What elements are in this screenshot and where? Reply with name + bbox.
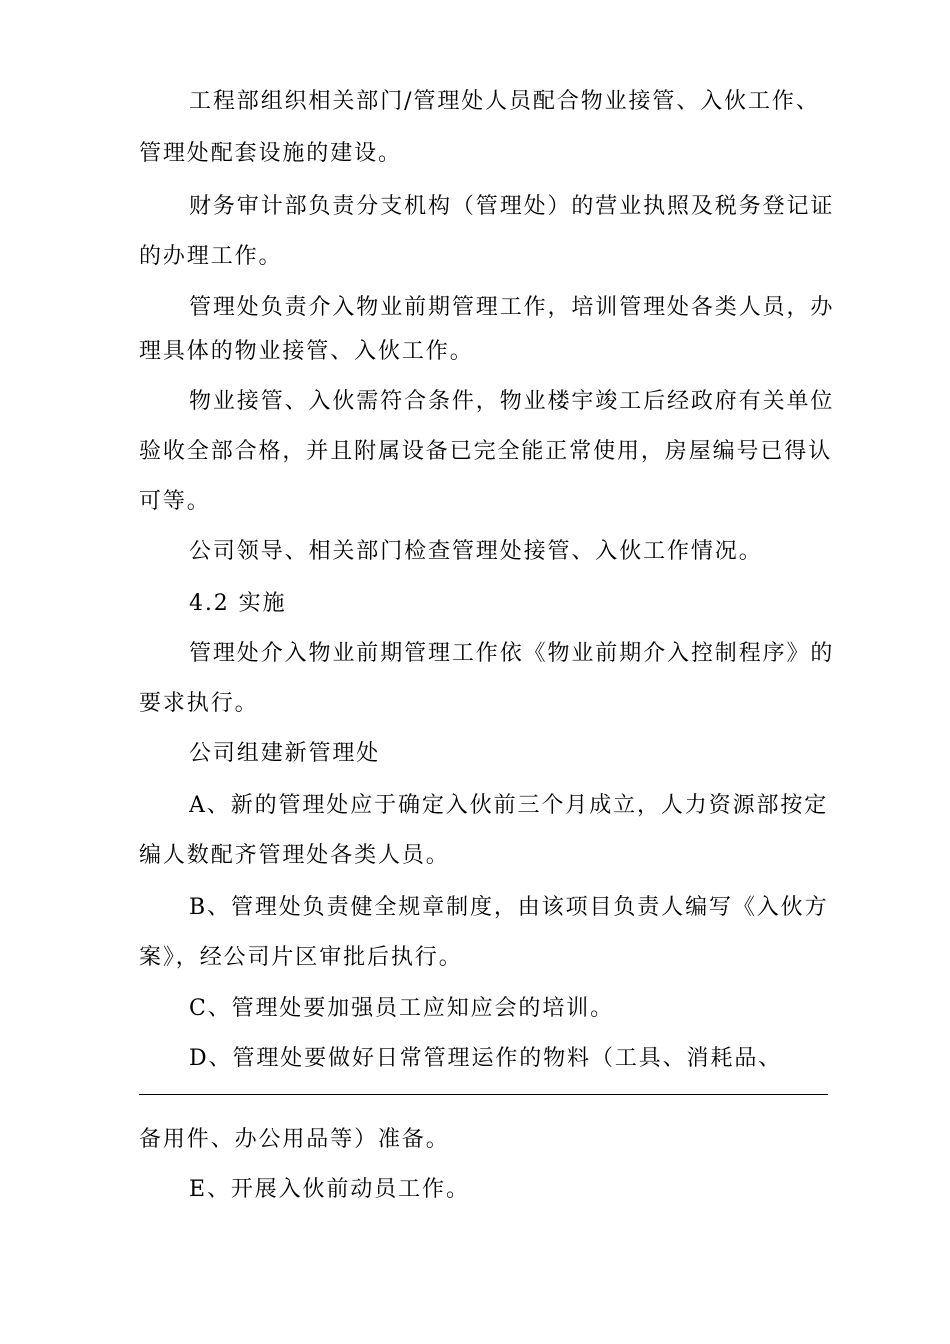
paragraph-line: 公司组建新管理处: [189, 741, 381, 766]
paragraph-line: D、管理处要做好日常管理运作的物料（工具、消耗品、: [189, 1046, 783, 1071]
paragraph-line: 验收全部合格，并且附属设备已完全能正常使用，房屋编号已得认: [139, 439, 833, 464]
paragraph-line: 公司领导、相关部门检查管理处接管、入伙工作情况。: [189, 539, 763, 564]
paragraph-line: 管理处介入物业前期管理工作依《物业前期介入控制程序》的: [189, 641, 835, 666]
paragraph-line: 物业接管、入伙需符合条件，物业楼宇竣工后经政府有关单位: [189, 389, 835, 414]
paragraph-line: 案》，经公司片区审批后执行。: [139, 945, 463, 970]
paragraph-line: 要求执行。: [139, 691, 259, 716]
paragraph-line: 的办理工作。: [139, 244, 283, 269]
paragraph-line: 管理处配套设施的建设。: [139, 141, 402, 166]
paragraph-line: 工程部组织相关部门/管理处人员配合物业接管、入伙工作、: [189, 89, 820, 114]
horizontal-rule: [139, 1094, 828, 1095]
paragraph-line: 可等。: [139, 489, 211, 514]
paragraph-line: 编人数配齐管理处各类人员。: [139, 843, 450, 868]
paragraph-line: C、管理处要加强员工应知应会的培训。: [189, 996, 615, 1021]
paragraph-line: 备用件、办公用品等）准备。: [139, 1127, 450, 1152]
section-heading: 4.2 实施: [189, 591, 287, 616]
paragraph-line: A、新的管理处应于确定入伙前三个月成立，人力资源部按定: [189, 793, 829, 818]
paragraph-line: E、开展入伙前动员工作。: [189, 1177, 470, 1202]
paragraph-line: 财务审计部负责分支机构（管理处）的营业执照及税务登记证: [189, 194, 835, 219]
paragraph-line: 理具体的物业接管、入伙工作。: [139, 339, 474, 364]
paragraph-line: B、管理处负责健全规章制度，由该项目负责人编写《入伙方: [189, 895, 829, 920]
paragraph-line: 管理处负责介入物业前期管理工作，培训管理处各类人员，办: [189, 295, 835, 320]
